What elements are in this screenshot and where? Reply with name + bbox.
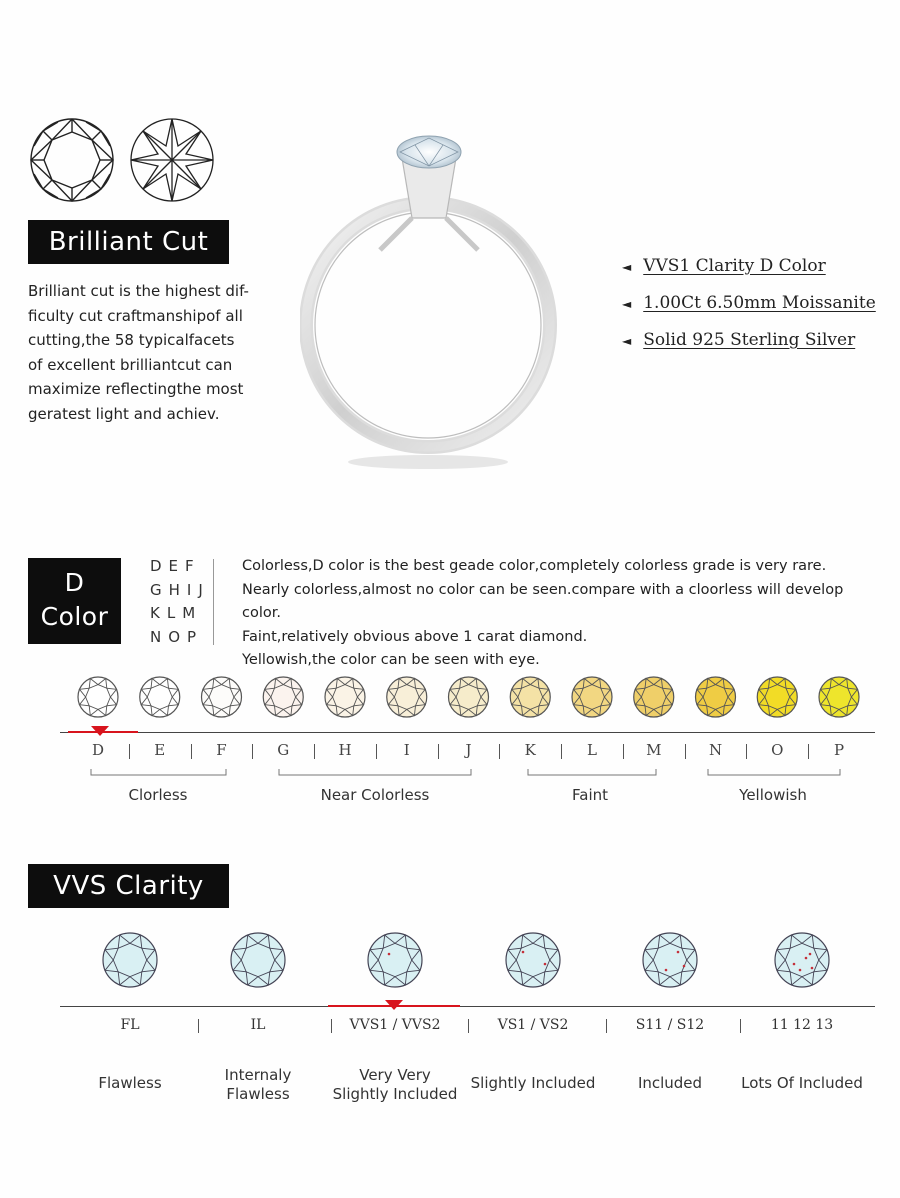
clarity-name-line: Flawless — [226, 1085, 290, 1103]
color-grade-letter: O — [771, 741, 784, 759]
color-gem-icon — [757, 677, 797, 717]
grade-description: Nearly colorless,almost no color can be seen.compare with a cloorless will develop color. — [242, 581, 844, 621]
color-grade-letter: M — [646, 741, 662, 759]
inclusion-dot — [805, 957, 808, 960]
color-grade-letter: N — [708, 741, 723, 759]
color-gem-icon — [449, 677, 489, 717]
brilliant-cut-bottom-icon — [128, 116, 216, 204]
clarity-grade-code: VS1 / VS2 — [497, 1017, 569, 1033]
d-color-badge-line1: D — [64, 568, 85, 597]
feature-item — [622, 293, 882, 330]
clarity-selected-marker-icon — [385, 1000, 403, 1010]
inclusion-dot — [809, 953, 812, 956]
clarity-gem-icon — [775, 933, 829, 987]
color-gem-icon — [387, 677, 427, 717]
inclusion-dot — [799, 969, 802, 972]
color-gem-row — [0, 672, 900, 722]
clarity-gem-icon — [506, 933, 560, 987]
color-grade-letter: P — [833, 741, 845, 759]
scale-separator — [252, 744, 253, 759]
group-label-colorless: Clorless — [128, 786, 188, 804]
clarity-grade-code: S11 / S12 — [635, 1017, 705, 1033]
color-grade-letter: D — [91, 741, 105, 759]
clarity-gem-icon — [103, 933, 157, 987]
arrow-left-icon: ◄ — [622, 297, 632, 311]
grade-letters: NOP — [150, 627, 204, 646]
ring-image — [300, 130, 560, 475]
clarity-grade-name — [468, 1074, 598, 1093]
scale-separator — [561, 744, 562, 759]
feature-text: VVS1 Clarity D Color — [643, 256, 826, 276]
clarity-gem-row — [0, 930, 900, 994]
feature-item — [622, 256, 882, 293]
scale-separator — [808, 744, 809, 759]
color-gem-icon — [202, 677, 242, 717]
color-gem-icon — [634, 677, 674, 717]
clarity-name-line: Included — [637, 1074, 703, 1092]
clarity-gem-icon — [231, 933, 285, 987]
scale-separator — [438, 744, 439, 759]
description-line: Brilliant cut is the highest dif- — [28, 282, 249, 300]
inclusion-dot — [388, 953, 391, 956]
clarity-grade-code: IL — [250, 1017, 266, 1033]
feature-text: 1.00Ct 6.50mm Moissanite — [643, 293, 876, 313]
clarity-name-line: Slightly Included — [332, 1085, 458, 1103]
clarity-name-line: Lots Of Included — [741, 1074, 863, 1092]
scale-separator — [740, 1019, 741, 1033]
color-grade-letter: F — [216, 741, 227, 759]
grade-letters: GHIJ — [150, 580, 210, 599]
clarity-title: VVS Clarity — [28, 864, 229, 908]
scale-separator — [623, 744, 624, 759]
inclusion-dot — [793, 963, 796, 966]
scale-separator — [746, 744, 747, 759]
inclusion-dot — [677, 951, 680, 954]
d-color-badge — [28, 558, 121, 644]
feature-item — [622, 330, 882, 367]
clarity-name-line: Very Very — [359, 1066, 431, 1084]
color-scale-letters — [0, 741, 900, 763]
scale-separator — [314, 744, 315, 759]
arrow-left-icon: ◄ — [622, 334, 632, 348]
clarity-grade-name — [193, 1066, 323, 1104]
brilliant-cut-title: Brilliant Cut — [28, 220, 229, 264]
clarity-name-row — [0, 1064, 900, 1114]
color-grade-letter: J — [465, 741, 472, 759]
color-gem-icon — [572, 677, 612, 717]
group-label-faint: Faint — [572, 786, 608, 804]
grade-description-column — [242, 555, 882, 673]
color-grade-letter: I — [403, 741, 410, 759]
inclusion-dot — [544, 963, 547, 966]
grade-description: Yellowish,the color can be seen with eye. — [242, 652, 540, 668]
clarity-name-line: Internaly — [224, 1066, 292, 1084]
color-selected-marker-icon — [91, 726, 109, 736]
description-line: ficulty cut craftmanshipof all — [28, 306, 243, 325]
arrow-left-icon: ◄ — [622, 260, 632, 274]
clarity-grade-name — [605, 1074, 735, 1093]
scale-separator — [468, 1019, 469, 1033]
scale-separator — [685, 744, 686, 759]
description-line: of excellent brilliantcut can — [28, 355, 233, 374]
clarity-grade-code: VVS1 / VVS2 — [349, 1017, 441, 1033]
color-scale-line — [60, 732, 875, 733]
color-group-brackets — [0, 766, 900, 778]
clarity-grade-name — [330, 1066, 460, 1104]
clarity-name-line: Flawless — [98, 1074, 162, 1092]
d-color-badge-line2: Color — [40, 602, 109, 631]
grade-letters: DEF — [150, 557, 201, 575]
color-grade-letter: H — [338, 741, 352, 759]
color-gem-icon — [78, 677, 118, 717]
color-grade-letter: L — [587, 741, 597, 759]
scale-separator — [331, 1019, 332, 1033]
inclusion-dot — [683, 965, 686, 968]
clarity-grade-name — [737, 1074, 867, 1093]
description-line: geratest light and achiev. — [28, 404, 220, 423]
scale-separator — [499, 744, 500, 759]
clarity-gem-icon — [643, 933, 697, 987]
grade-description: Faint,relatively obvious above 1 carat diamond. — [242, 628, 588, 645]
color-gem-icon — [325, 677, 365, 717]
inclusion-dot — [811, 967, 814, 970]
scale-separator — [129, 744, 130, 759]
grade-letter-column — [150, 555, 210, 649]
feature-list — [622, 256, 882, 367]
color-gem-icon — [510, 677, 550, 717]
color-grade-letter: E — [154, 741, 166, 759]
scale-separator — [191, 744, 192, 759]
group-label-yellowish: Yellowish — [739, 786, 807, 804]
description-line: maximize reflectingthe most — [28, 380, 244, 398]
clarity-gem-icon — [368, 933, 422, 987]
feature-text: Solid 925 Sterling Silver — [643, 330, 856, 350]
inclusion-dot — [665, 969, 668, 972]
scale-separator — [606, 1019, 607, 1033]
brilliant-cut-top-icon — [28, 116, 116, 204]
color-grade-letter: G — [277, 741, 290, 759]
color-gem-icon — [819, 677, 859, 717]
group-label-near-colorless: Near Colorless — [320, 786, 430, 804]
color-grade-letter: K — [524, 741, 536, 759]
clarity-scale-line — [60, 1006, 875, 1007]
color-gem-icon — [140, 677, 180, 717]
clarity-grade-code: 11 12 13 — [770, 1017, 834, 1033]
brilliant-cut-description — [28, 279, 258, 426]
clarity-code-row — [0, 1017, 900, 1039]
inclusion-dot — [522, 951, 525, 954]
grade-letters: KLM — [150, 604, 203, 622]
clarity-name-line: Slightly Included — [470, 1074, 596, 1092]
scale-separator — [376, 744, 377, 759]
grade-description: Colorless,D color is the best geade color,completely colorless grade is very rare. — [242, 558, 827, 574]
grade-divider — [213, 559, 214, 645]
clarity-grade-name — [65, 1074, 195, 1093]
color-gem-icon — [263, 677, 303, 717]
description-line: cutting,the 58 typicalfacets — [28, 331, 235, 349]
clarity-grade-code: FL — [120, 1017, 140, 1033]
color-gem-icon — [696, 677, 736, 717]
